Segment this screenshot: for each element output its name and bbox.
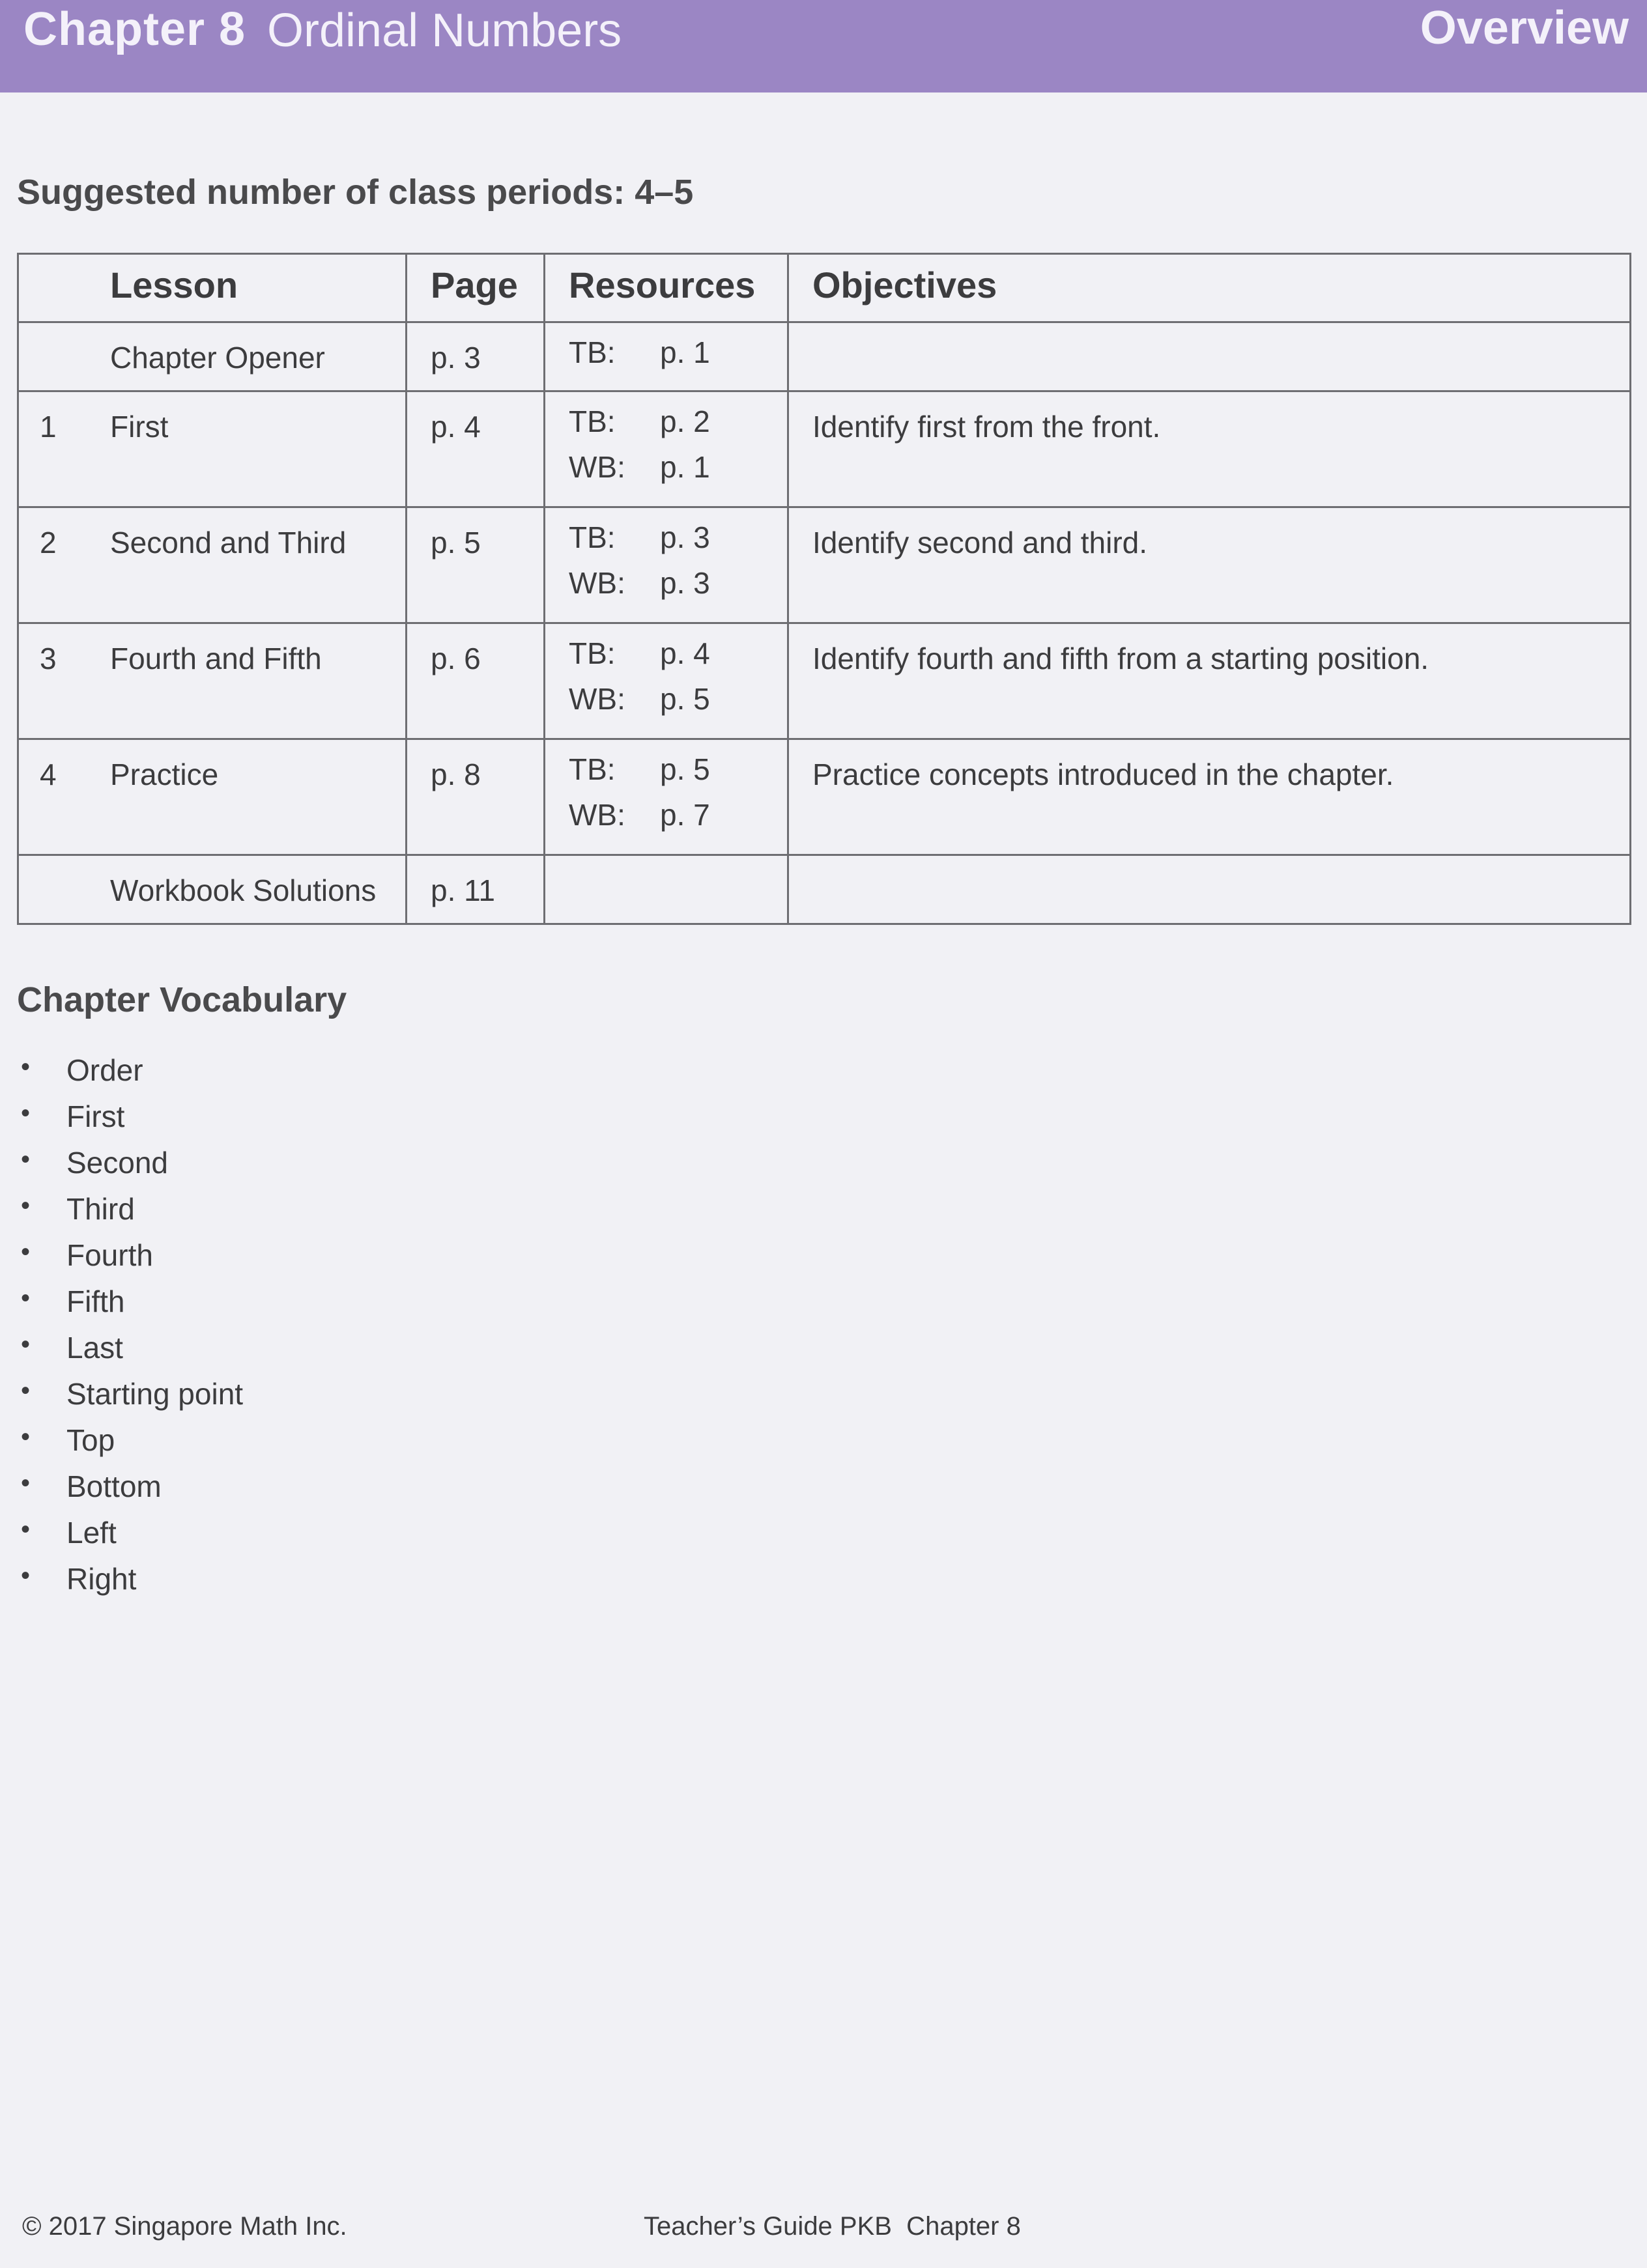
list-item: • Third (21, 1191, 135, 1226)
list-item: • Fourth (21, 1238, 153, 1272)
lesson-cell: Chapter Opener (18, 322, 407, 391)
page-cell: p. 6 (407, 623, 545, 739)
objective-cell (788, 855, 1631, 924)
objective-cell: Identify first from the front. (788, 391, 1631, 507)
list-item: • Order (21, 1053, 143, 1087)
list-item: • Right (21, 1561, 137, 1596)
column-header-lesson: Lesson (18, 254, 407, 322)
lesson-cell: Workbook Solutions (18, 855, 407, 924)
bullet-icon: • (21, 1330, 31, 1359)
copyright-notice: © 2017 Singapore Math Inc. (22, 2212, 347, 2241)
bullet-icon: • (21, 1191, 31, 1220)
column-header-resources: Resources (545, 254, 788, 322)
bullet-icon: • (21, 1053, 31, 1081)
table-header-row (18, 254, 1631, 322)
vocabulary-heading: Chapter Vocabulary (17, 980, 347, 1019)
objective-cell: Practice concepts introduced in the chapter. (788, 739, 1631, 855)
table-row (18, 322, 1631, 391)
list-item: • Left (21, 1515, 117, 1550)
bullet-icon: • (21, 1238, 31, 1266)
resources-cell: TB: p. 1 (545, 322, 788, 391)
lesson-cell: 3 Fourth and Fifth (18, 623, 407, 739)
bullet-icon: • (21, 1376, 31, 1405)
resources-cell (545, 855, 788, 924)
class-periods-heading: Suggested number of class periods: 4–5 (17, 173, 694, 212)
bullet-icon: • (21, 1423, 31, 1451)
section-label: Overview (1420, 2, 1629, 54)
resources-cell: TB: p. 4 WB: p. 5 (545, 623, 788, 739)
page-cell: p. 3 (407, 322, 545, 391)
chapter-number: Chapter 8 (23, 3, 246, 55)
page-cell: p. 5 (407, 507, 545, 623)
column-header-objectives: Objectives (788, 254, 1631, 322)
table-row (18, 855, 1631, 924)
lesson-cell: 4 Practice (18, 739, 407, 855)
lesson-table (17, 253, 1631, 925)
list-item: • Top (21, 1423, 115, 1457)
list-item: • Starting point (21, 1376, 244, 1411)
chapter-header-bar (0, 0, 1647, 92)
bullet-icon: • (21, 1099, 31, 1127)
vocabulary-list (17, 1053, 243, 1608)
list-item: • Last (21, 1330, 123, 1365)
table-row (18, 507, 1631, 623)
footer-guide-label: Teacher’s Guide PKB Chapter 8 (644, 2212, 1021, 2241)
page-cell: p. 4 (407, 391, 545, 507)
table-row (18, 739, 1631, 855)
objective-cell: Identify fourth and fifth from a starting position. (788, 623, 1631, 739)
list-item: • Second (21, 1145, 169, 1180)
bullet-icon: • (21, 1284, 31, 1312)
lesson-cell: 1 First (18, 391, 407, 507)
resources-cell: TB: p. 5 WB: p. 7 (545, 739, 788, 855)
objective-cell (788, 322, 1631, 391)
resources-cell: TB: p. 2 WB: p. 1 (545, 391, 788, 507)
lesson-cell: 2 Second and Third (18, 507, 407, 623)
column-header-page: Page (407, 254, 545, 322)
objective-cell: Identify second and third. (788, 507, 1631, 623)
bullet-icon: • (21, 1469, 31, 1497)
bullet-icon: • (21, 1145, 31, 1174)
chapter-title: Ordinal Numbers (267, 5, 622, 57)
list-item: • Bottom (21, 1469, 162, 1503)
list-item: • Fifth (21, 1284, 125, 1318)
bullet-icon: • (21, 1515, 31, 1544)
page-cell: p. 8 (407, 739, 545, 855)
list-item: • First (21, 1099, 125, 1133)
table-row (18, 623, 1631, 739)
table-row (18, 391, 1631, 507)
page-cell: p. 11 (407, 855, 545, 924)
bullet-icon: • (21, 1561, 31, 1590)
resources-cell: TB: p. 3 WB: p. 3 (545, 507, 788, 623)
